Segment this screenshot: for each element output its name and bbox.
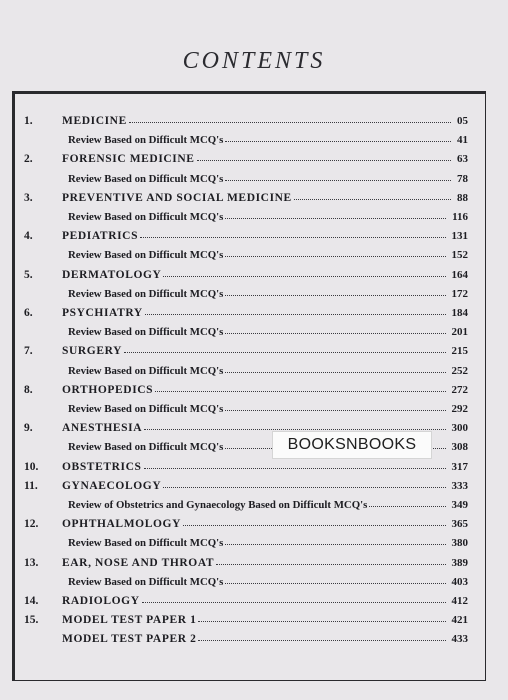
dot-leader	[163, 487, 446, 488]
toc-subentry	[0, 324, 508, 341]
page-number: 308	[451, 441, 468, 454]
toc-entry	[0, 631, 508, 648]
toc-entry	[0, 305, 508, 322]
dot-leader	[124, 352, 446, 353]
chapter-number: 3.	[24, 191, 33, 204]
dot-leader	[129, 122, 451, 123]
page-number: 380	[451, 537, 468, 550]
page-number: 184	[451, 307, 468, 319]
toc-entry	[0, 190, 508, 207]
chapter-number: 1.	[24, 115, 33, 127]
chapter-title: PEDIATRICS	[62, 230, 139, 243]
chapter-title: MEDICINE	[62, 115, 127, 127]
toc-subentry	[0, 401, 508, 418]
dot-leader	[225, 295, 446, 296]
dot-leader	[140, 237, 446, 238]
dot-leader	[294, 199, 451, 200]
chapter-title: EAR, NOSE AND THROAT	[62, 556, 215, 569]
toc-entry	[0, 228, 508, 245]
toc-entry	[0, 459, 508, 476]
toc-entry	[0, 343, 508, 360]
dot-leader	[369, 506, 446, 507]
page-number: 333	[451, 479, 468, 492]
page-title: CONTENTS	[182, 48, 326, 74]
dot-leader	[225, 544, 446, 545]
page-number: 349	[451, 499, 468, 511]
chapter-title: RADIOLOGY	[62, 595, 140, 607]
dot-leader	[225, 410, 446, 411]
dot-leader	[198, 640, 446, 641]
toc-subentry	[0, 132, 508, 149]
page-number: 131	[451, 230, 468, 243]
toc-entry	[0, 151, 508, 168]
dot-leader	[216, 564, 446, 565]
chapter-title: Review Based on Difficult MCQ's	[68, 172, 224, 185]
chapter-number: 11.	[24, 479, 38, 492]
toc-subentry	[0, 574, 508, 591]
toc-entry	[0, 555, 508, 572]
page-number: 172	[451, 287, 468, 300]
page-number: 421	[451, 614, 468, 627]
chapter-title: ANESTHESIA	[62, 422, 143, 435]
chapter-number: 9.	[24, 422, 33, 435]
page-number: 63	[457, 153, 468, 166]
page-number: 05	[457, 115, 468, 127]
toc-subentry	[0, 535, 508, 552]
dot-leader	[225, 180, 451, 181]
page-number: 317	[451, 460, 468, 473]
dot-leader	[183, 525, 446, 526]
chapter-title: Review Based on Difficult MCQ's	[68, 575, 224, 588]
chapter-title: Review Based on Difficult MCQ's	[68, 364, 224, 377]
page-number: 433	[451, 633, 468, 646]
toc-entry	[0, 267, 508, 284]
chapter-title: Review Based on Difficult MCQ's	[68, 326, 224, 339]
chapter-title: DERMATOLOGY	[62, 268, 162, 281]
toc-subentry	[0, 363, 508, 380]
chapter-title: Review of Obstetrics and Gynaecology Based on Difficult MCQ's	[68, 499, 368, 511]
toc-entry	[0, 516, 508, 533]
dot-leader	[225, 583, 446, 584]
chapter-number: 4.	[24, 230, 33, 243]
dot-leader	[225, 218, 446, 219]
chapter-number: 8.	[24, 383, 33, 396]
page-number: 116	[452, 211, 468, 223]
dot-leader	[225, 372, 446, 373]
dot-leader	[225, 141, 451, 142]
dot-leader	[142, 602, 446, 603]
toc-subentry	[0, 286, 508, 303]
page-number: 292	[451, 403, 468, 415]
chapter-title: MODEL TEST PAPER 1	[62, 614, 197, 627]
chapter-number: 6.	[24, 307, 33, 319]
chapter-number: 7.	[24, 345, 33, 358]
dot-leader	[225, 256, 446, 257]
chapter-title: OBSTETRICS	[62, 460, 142, 473]
chapter-title: Review Based on Difficult MCQ's	[68, 403, 224, 415]
page-number: 88	[457, 191, 468, 204]
chapter-title: PREVENTIVE AND SOCIAL MEDICINE	[62, 191, 292, 204]
dot-leader	[145, 314, 446, 315]
chapter-number: 13.	[24, 556, 39, 569]
dot-leader	[197, 160, 451, 161]
chapter-number: 15.	[24, 614, 39, 627]
page-number: 252	[451, 364, 468, 377]
toc-subentry	[0, 209, 508, 226]
page-number: 272	[451, 383, 468, 396]
chapter-number: 10.	[24, 460, 39, 473]
page-number: 300	[451, 422, 468, 435]
dot-leader	[163, 276, 446, 277]
dot-leader	[155, 391, 446, 392]
dot-leader	[144, 468, 446, 469]
toc-entry	[0, 612, 508, 629]
watermark-label: BOOKSNBOOKS	[272, 431, 432, 459]
chapter-title: GYNAECOLOGY	[62, 479, 162, 492]
chapter-title: SURGERY	[62, 345, 123, 358]
toc-entry	[0, 478, 508, 495]
chapter-number: 14.	[24, 595, 39, 607]
toc-subentry	[0, 497, 508, 514]
chapter-title: OPHTHALMOLOGY	[62, 518, 181, 531]
toc-entry	[0, 113, 508, 130]
chapter-title: MODEL TEST PAPER 2	[62, 633, 197, 646]
dot-leader	[225, 333, 446, 334]
page-number: 164	[451, 268, 468, 281]
page-number: 152	[451, 249, 468, 262]
page-number: 201	[451, 326, 468, 339]
chapter-title: PSYCHIATRY	[62, 307, 143, 319]
toc-subentry	[0, 171, 508, 188]
page-number: 389	[451, 556, 468, 569]
page-number: 78	[457, 172, 468, 185]
toc-subentry	[0, 247, 508, 264]
page-number: 215	[451, 345, 468, 358]
chapter-title: Review Based on Difficult MCQ's	[68, 134, 224, 147]
chapter-title: Review Based on Difficult MCQ's	[68, 249, 224, 262]
chapter-number: 5.	[24, 268, 33, 281]
dot-leader	[198, 621, 446, 622]
chapter-title: Review Based on Difficult MCQ's	[68, 211, 224, 223]
page-number: 412	[451, 595, 468, 607]
chapter-title: Review Based on Difficult MCQ's	[68, 287, 224, 300]
chapter-title: ORTHOPEDICS	[62, 383, 154, 396]
page-number: 365	[451, 518, 468, 531]
chapter-title: Review Based on Difficult MCQ's	[68, 441, 224, 454]
page-number: 403	[451, 575, 468, 588]
toc-entry	[0, 593, 508, 610]
chapter-number: 12.	[24, 518, 39, 531]
chapter-title: FORENSIC MEDICINE	[62, 153, 195, 166]
chapter-number: 2.	[24, 153, 33, 166]
page-number: 41	[457, 134, 468, 147]
chapter-title: Review Based on Difficult MCQ's	[68, 537, 224, 550]
toc-entry	[0, 382, 508, 399]
